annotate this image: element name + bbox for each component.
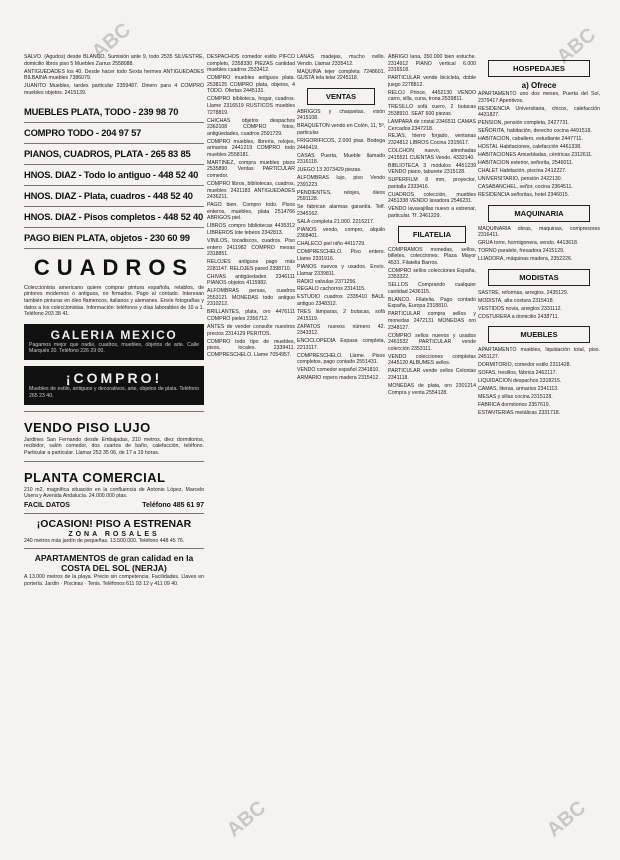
classified-ad: CHALECO piel niño 4411729.	[297, 241, 366, 248]
piso-title: VENDO PISO LUJO	[24, 419, 151, 435]
classified-ad: TRES lámparas, 2 butacas, sofá 2415119.	[297, 309, 385, 322]
muebles-section-label: MUEBLES	[488, 326, 590, 343]
classified-ad: COMPRO muebles antiguos plata. 2538125 COMPRO plata, objetos, 4 TODO. Ofertas 2445131.	[207, 75, 295, 95]
planta-body: 210 m2, magnífica situación en la confluencia de Antonio López, Marcelo Usera y Avenida Andalucía. 24.000.000 ptas.	[24, 486, 204, 500]
classified-ad: LIBROS compro bibliotecas 4435312 LIBREROS lote tebeos 2342813.	[207, 223, 295, 236]
classified-ad: VENDO lavavajillas nuevo a estrenar, particular. Tf. 2461229.	[388, 206, 476, 219]
apart-title: APARTAMENTOS de gran calidad en la COSTA DEL SOL (NERJA)	[34, 553, 194, 574]
abc-watermark: ABC	[542, 796, 591, 842]
classified-ad: SOFAS, tresillos, fábrica 2462117.	[478, 369, 557, 376]
classified-ad: BLANCO. Filatelia. Pago contado España, Europa 2318810.	[388, 296, 476, 310]
classified-ad: SASTRE, reformas, arreglos. 2435129.	[478, 289, 569, 296]
classified-ad: JUEGO 13 2073429 piezas.	[297, 167, 362, 174]
compro-body: Muebles de estilo, antiguos y decorativos, arte, objetos de plata. Teléfono 265 23 40.	[29, 386, 199, 399]
classified-ad: DESPACHOS comedor estilo PIFCO completo, 2358330 PIEZAS cantidad muebles cuadros 2533412.	[207, 54, 295, 74]
classified-ad: MESAS y sillas cocina 2315128.	[478, 393, 553, 400]
classified-ad: Se fabrican alarmas garantía. Telf. 2345162.	[297, 204, 385, 217]
classified-ad: RELOJES antiguos pago más 2281147. RELOJES pared 2398710.	[207, 259, 295, 272]
classified-ad: JUANITO Muebles, tardes particular 2359487. Dinero para 4 COMPRO muebles objetos. 2415139.	[24, 83, 204, 96]
classified-ad: RELOJ Prince, 4452130 VENDO carro, silla, cuna, trona 2539811.	[388, 89, 476, 103]
classified-ad: ALFOMBRAS persas, cuadros 2553121 MONEDAS todo antiguo 2310212.	[207, 288, 295, 308]
classified-ad: COMPRO muebles, librería, relojes, armarios 2441219 COMPRO todo muebles 2558181.	[207, 138, 295, 158]
classified-ad: VINILOS, tocadiscos, cuadros. Piso entero 2411982 COMPRO mesas 2318851.	[207, 237, 295, 258]
classified-ad: LIQUIDACION despachos 2318215.	[478, 377, 562, 384]
galeria-body: Pagamos mejor que nadie, cuadros, muebles, objetos de arte. Calle Marqués 20. Teléfono 226 29 00.	[29, 341, 199, 355]
headline-ad: PAGO BIEN PLATA, objetos - 230 60 99	[24, 228, 204, 249]
classified-ad: APARTAMENTO uno dos meses, Puerta del Sol, 2379417 Aperitivos.	[478, 91, 600, 104]
classified-ad: COMPRESCHELO. Piso entero. Llame 2331916.	[297, 249, 385, 262]
classified-ad: COMPRO todo tipo de muebles, pisos, locales. 2339411. COMPRESCHELO. Llame 7054957.	[207, 338, 295, 358]
classified-ad: CASABANCHEL, señor, cocina 2364511.	[478, 184, 573, 191]
ocasion-body: 240 metros más jardín de pequeñas. 13.500.000. Teléfono 448 45 76.	[24, 537, 185, 544]
classified-ad: PENSION, pensión completa, 2427731.	[478, 120, 570, 127]
headline-ad: HNOS. DIAZ - Todo lo antiguo - 448 52 40	[24, 165, 204, 186]
classified-ad: ARMARIO ropero madera 2315412.	[297, 375, 380, 382]
ofrece-label: a) Ofrece	[521, 81, 557, 90]
classified-ad: VESTIDOS novia, arreglos 2331112.	[478, 305, 563, 312]
classified-ad: MONEDAS de plata, oro 2301214 Compra y venta 2554128.	[388, 382, 476, 396]
classified-ad: ALFOMBRAS lujo, piso Vendo 2391223.	[297, 175, 385, 188]
headline-ad: MUEBLES PLATA, TODO - 239 98 70	[24, 102, 204, 123]
classified-ad: CUADROS colección, muebles 2451338 VENDO lavadora 2546231.	[388, 191, 476, 205]
apart-body: A 13.000 metros de la playa. Precio sin competencia. Facilidades. Llaves en portería. Jardín · Piscinas · Tenis. Teléfonos 611 93 12 y 411 09 40.	[24, 574, 204, 588]
classified-ad: VENDO colecciones completas 2445120 ALBUMES sellos.	[388, 353, 476, 367]
classified-ad: ABRIGOS y chaquetas, visón 2415108.	[297, 108, 385, 122]
classified-ad: BIBLIOTECA 3 módulos 4451239 VENDO piano, taburete 2315128.	[388, 162, 476, 176]
classified-ad: LIJADORA, máquinas madera, 2352226.	[478, 256, 573, 263]
classified-ad: RADIO valvulas 2371256.	[297, 278, 357, 285]
classified-ad: MAQUINA tejer completa 7248601. GUSTA tela telar 2245118.	[297, 68, 385, 82]
classified-ad: MODISTA, alta costura 2315418.	[478, 297, 555, 304]
classified-ad: ANTIGUEDADES los 40. Desde hacer todo Sexta hermes ANTIGUEDADES BILBAINA muebles 7386079.	[24, 68, 204, 82]
classified-ad: CAMAS, literas, armarios 2341113.	[478, 385, 559, 392]
facil-phone: Teléfono 485 61 97	[142, 501, 204, 509]
abc-watermark: ABC	[222, 796, 271, 842]
maquinaria-section-label: MAQUINARIA	[488, 205, 590, 222]
filatelia-section-label: FILATELIA	[398, 226, 466, 243]
classified-ad: COMPRO sellos nuevos y usados 2461532 PARTICULAR vende colección 2353111.	[388, 332, 476, 352]
galeria-title: GALERIA MEXICO	[50, 327, 178, 342]
classified-ad: ENCICLOPEDIA Espasa completa, 2213117.	[297, 338, 385, 351]
classified-ad: CHALET Habitación, piscina 2412227.	[478, 168, 567, 175]
classified-ad: LANAS madejas, mucho ovillo. Vendo. Llamar 2335412.	[297, 54, 385, 67]
classified-ad: TRESILLO sofá cuero, 2 butacas 2538910. SEAT 600 piezas.	[388, 104, 476, 117]
classified-ad: COMPRO biblioteca, hogar, cuadros. Llame 2316519 RUSTICOS muebles 7278819.	[207, 96, 295, 116]
classified-ad: COSTURERA a domicilio 2438711.	[478, 313, 559, 320]
column-1	[24, 54, 204, 589]
facil-row	[24, 502, 204, 509]
classified-ad: HOSTAL Habitaciones, calefacción 4461338.	[478, 144, 582, 151]
classified-ad: SALA completa 21.000. 2216217.	[297, 218, 375, 225]
classified-ad: MARTINEZ, compra muebles pisos 2535890. Ventas PARTICULAR comedor.	[207, 159, 295, 180]
ventas-section-label: VENTAS	[307, 88, 375, 105]
classified-ad: SEÑORITA, habitación, derecho cocina 4491518.	[478, 128, 592, 135]
planta-title: PLANTA COMERCIAL	[24, 469, 166, 485]
classified-ad: COMPRESCHELO. Llame. Pisos completos, pago contado 2551431.	[297, 352, 385, 366]
classified-ad: ESTANTERIAS metálicas 2331718.	[478, 409, 561, 416]
cuadros-body: Coleccionista americano quiere comprar pintura española, retablos, de pintores modernos o antiguos, no firmados. Pago al contado. Interesan también pinturas en óleo flamencos, italianos y alemanes. Envíe fotografías y datos a los coleccionistas. Información: teléfonos y días laborables de 10 a 1. Teléfono 203 38 41.	[24, 284, 204, 318]
abc-watermark: ABC	[552, 23, 601, 69]
headline-ad: COMPRO TODO - 204 97 57	[24, 123, 204, 144]
classified-ad: BRAQUETON vendo en Colón, 11, 5º, particular.	[297, 123, 385, 136]
classified-ad: RESIDENCIA señoritas, hotel 2346015.	[478, 192, 570, 199]
headline-ad: PIANOS, CUADROS, PLATA - 265 83 85	[24, 144, 204, 165]
headline-ad: HNOS. DIAZ - Pisos completos - 448 52 40	[24, 207, 204, 228]
classified-ad: HABITACION exterior, señorita, 2546011.	[478, 160, 574, 167]
classified-ad: FRIGORIFICOS, 2.000 ptas. Bodega 2446419.	[297, 137, 385, 151]
classified-ad: CASAS Puerta, Mueble llamado 2316118.	[297, 152, 385, 166]
classified-ad: COMPRO sellos colecciones España, 2353322.	[388, 267, 476, 281]
compro-title: ¡COMPRO!	[65, 370, 163, 387]
classified-ad: SUPERFILM 8 mm, proyector, pantalla 2333416.	[388, 177, 476, 190]
facil-label: FACIL DATOS	[24, 501, 70, 509]
classified-ad: SALVO. (Agudos) desde BLANCO, Sumisión ante 9, todo 2535 SILVESTRE, domicilio libros piso 5 Muebles Zarrus 2558088.	[24, 54, 204, 67]
classified-ad: LAMPARA de cristal 2346511 CAMAS Cercados 2347218.	[388, 118, 476, 132]
classified-ad: CHIVAS antigüedades 2346111 PIANOS objetos 4115982.	[207, 273, 295, 287]
column-5	[478, 54, 600, 418]
classified-ad: HABITACION, caballero, estudiante 2447711.	[478, 136, 583, 143]
column-2	[207, 54, 295, 360]
classified-ad: PARTICULAR compra sellos y monedas 2472131 MONEDAS oro 2348127.	[388, 311, 476, 331]
classified-ad: FABRICA dormitorios 2357619.	[478, 401, 551, 408]
classified-ad: PIANOS nuevos y usados. Envío. Llamar 2339811.	[297, 263, 385, 277]
classified-ad: SELLOS Comprando cualquier cantidad 2436115.	[388, 282, 476, 295]
piso-body: Jardines San Fernando desde Embajadas, 210 metros, diez dormitorios, recibidor, salón comedor, dos cuartos de baño, calefacción, teléfono. Particular a particular. Llamar 253 35 06, de 17 a 19 horas.	[24, 436, 204, 457]
classified-ad: RESIDENCIA Universitaria, chicos, calefacción 4431827.	[478, 105, 600, 119]
classified-ad: TORNO paralelo, fresadora 2415129.	[478, 248, 565, 255]
classified-ad: MAQUINARIA obras, maquinas, compresores 2316411.	[478, 225, 600, 239]
classified-ad: ESTUDIO cuadros 2335410 BAUL antiguo 2348312.	[297, 294, 385, 308]
classified-ad: ANTES de vender consulte nuestros precios 2314129 PERITOS.	[207, 324, 295, 337]
classified-ad: REGALO cachorros 2314115.	[297, 286, 366, 293]
classified-ad: PARTICULAR vende bicicleta, doble juego 2278812.	[388, 75, 476, 88]
classified-ad: PENDIENTES, relojes, óleos 2591128.	[297, 189, 385, 203]
compro-box	[24, 366, 204, 405]
classified-ad: HABITACIONES Amuebladas, céntricas 2312611.	[478, 152, 593, 159]
abc-watermark: ABC	[87, 18, 136, 64]
ocasion-title: ¡OCASION! PISO A ESTRENAR	[36, 517, 192, 530]
classified-ad: CHICHAS objetos despachos 2362108 COMPRO fotos, antigüedades, cuadros 2591729.	[207, 117, 295, 137]
classified-ad: PARTICULAR vende sellos Colonias 2341118.	[388, 368, 476, 381]
classified-ad: PIANOS vendo, compro, alquilo 2368401.	[297, 226, 385, 240]
classified-ad: COMPRO libros, bibliotecas, cuadros, muebles 2421183 ANTIGUEDADES 2436211.	[207, 181, 295, 201]
column-4	[388, 54, 476, 398]
classified-ad: BRILLANTES, plata, oro 4476111 COMPRO pieles 2356712.	[207, 309, 295, 323]
classified-ad: ABRIGO lana, 350.000 bien estuche. 2314912 PIANO vertical 6.000 2316518.	[388, 54, 476, 74]
headline-ad: HNOS. DIAZ - Plata, cuadros - 448 52 40	[24, 186, 204, 207]
classified-ad: REJAS, hierro forjado, ventanas 2324812 LIBROS Cocina 2315617.	[388, 133, 476, 147]
classified-ad: VENDO comedor español 2341810.	[297, 367, 380, 374]
hospedajes-section-label: HOSPEDAJES	[488, 60, 590, 77]
classified-ad: COLCHON nuevo, almohadas 2415521 CUENTAS Vendo. 4332140.	[388, 148, 476, 161]
cuadros-title: CUADROS	[33, 254, 195, 280]
classified-ad: GRUA torre, hormigonera, vendo. 4413618.	[478, 240, 579, 247]
galeria-box	[24, 324, 204, 361]
ocasion-sub: ZONA ROSALES	[68, 530, 160, 538]
modistas-section-label: MODISTAS	[488, 269, 590, 286]
classified-ad: ZAPATOS nuevos número 42. 2343312.	[297, 323, 385, 337]
classified-ad: DORMITORIO, comedor estilo 2311428.	[478, 361, 571, 368]
classified-ad: PAGO bien. Compro todo. Pisos enteros, muebles, plata 2514766 ABRIGOS piel.	[207, 202, 295, 222]
classified-ad: COMPRAMOS monedas, sellos, billetes, colecciones. Plaza Mayor 4531. Filatelia Barros.	[388, 246, 476, 266]
classified-ad: APARTAMENTO muebles, liquidación total, piso. 2451127.	[478, 347, 600, 360]
column-3	[297, 54, 385, 383]
classified-ad: UNIVERSITARIO, pensión 2422130.	[478, 176, 563, 183]
